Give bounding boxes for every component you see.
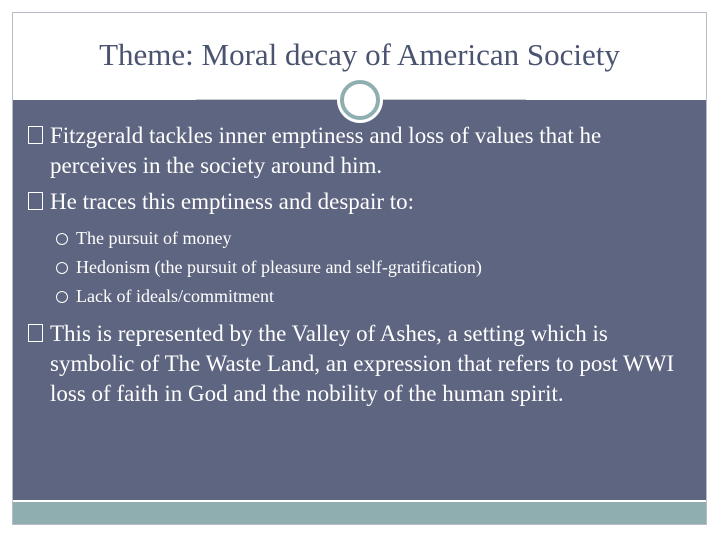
square-bullet-icon [28,192,43,210]
bullet-item [28,187,688,217]
bullet-list [28,121,688,415]
sub-bullet-item [28,282,688,311]
square-bullet-icon [28,324,43,342]
bullet-text: He traces this emptiness and despair to: [50,189,415,214]
sub-bullet-item [28,224,688,253]
sub-bullet-text: Hedonism (the pursuit of pleasure and self-gratification) [76,257,482,277]
circle-bullet-icon [56,233,68,245]
square-bullet-icon [28,126,43,144]
sub-bullet-item [28,253,688,282]
bullet-item [28,319,688,409]
sub-bullet-text: Lack of ideals/commitment [76,286,274,306]
sub-bullet-list [28,224,688,311]
bullet-text: This is represented by the Valley of Ashes, a setting which is symbolic of The Waste Land, an expression that refers to post WWI loss of faith in God and the nobility of the human spirit. [50,321,675,406]
sub-bullet-text: The pursuit of money [76,228,232,248]
slide-title: Theme: Moral decay of American Society [99,37,620,72]
bullet-text: Fitzgerald tackles inner emptiness and loss of values that he perceives in the society around him. [50,123,602,178]
bullet-item [28,121,688,181]
circle-ornament-icon [340,80,380,120]
circle-bullet-icon [56,262,68,274]
footer-bar [13,502,706,524]
circle-bullet-icon [56,291,68,303]
